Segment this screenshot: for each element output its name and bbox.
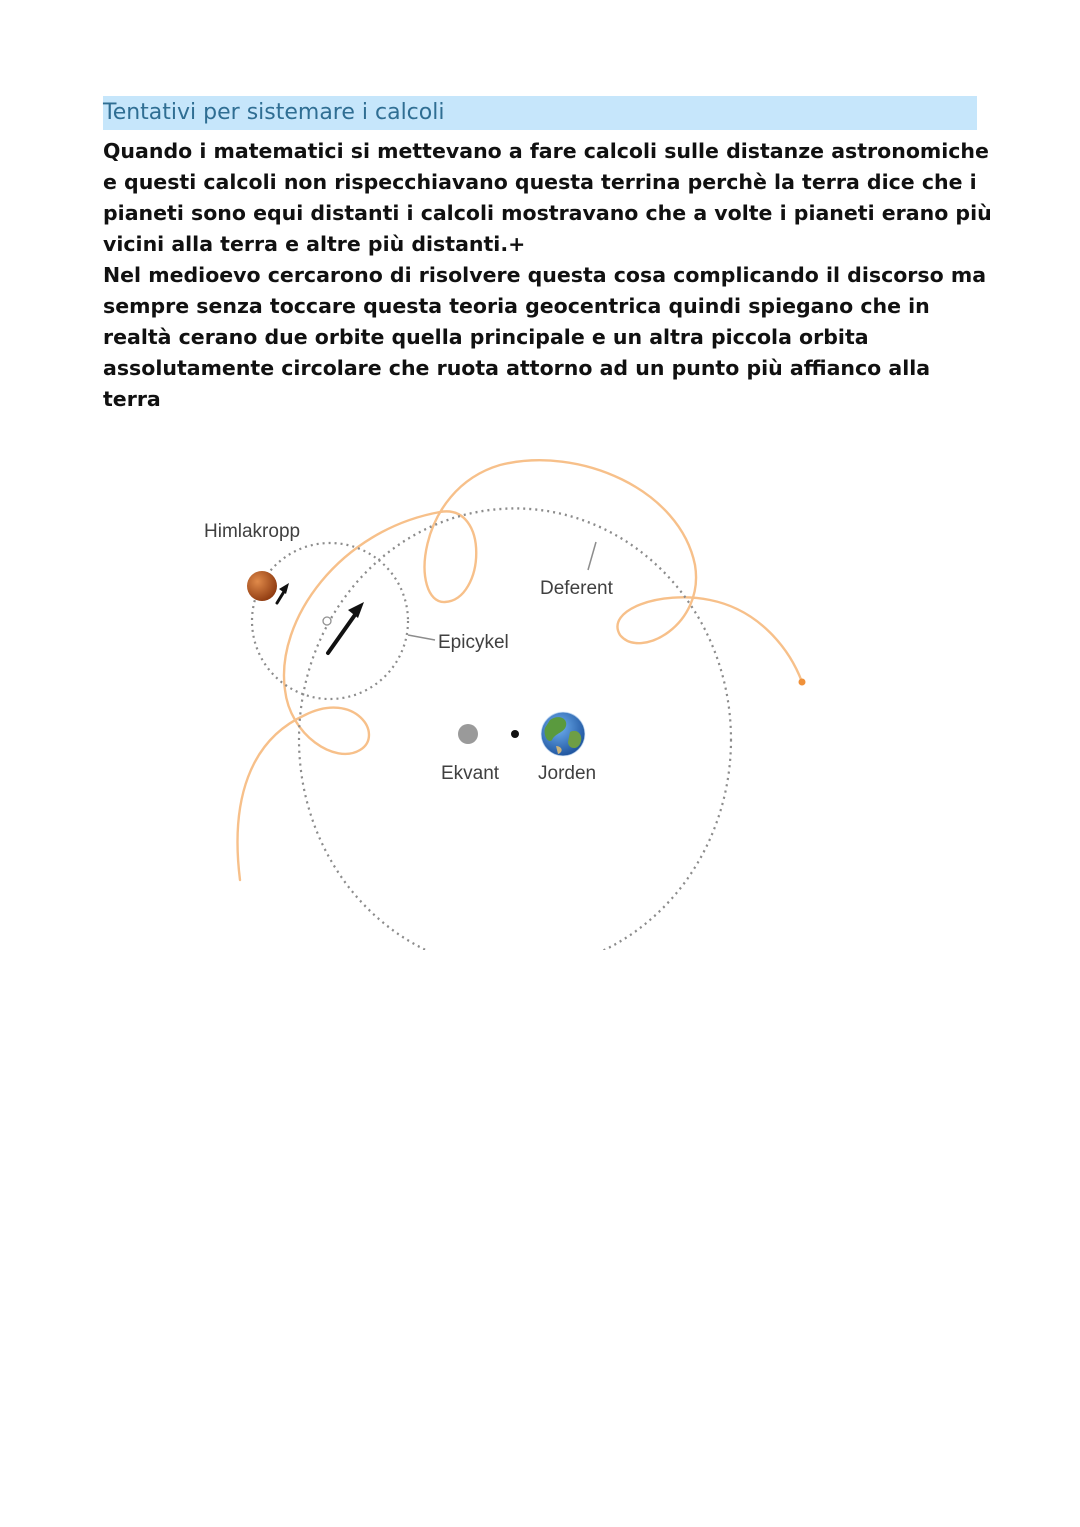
arrowhead-large	[348, 602, 364, 618]
ekvant-point	[458, 724, 478, 744]
earth-jorden	[541, 712, 585, 756]
trajectory-end-dot	[799, 679, 806, 686]
body-paragraph	[103, 136, 992, 415]
arrowhead-small	[279, 583, 289, 594]
paragraph-line: realtà cerano due orbite quella principale e un altra piccola orbita	[103, 325, 869, 349]
section-heading: Tentativi per sistemare i calcoli	[103, 100, 445, 125]
deferent-center-dot	[511, 730, 519, 738]
label-himlakropp: Himlakropp	[204, 521, 301, 542]
paragraph-line: terra	[103, 387, 161, 411]
paragraph-line: pianeti sono equi distanti i calcoli mostravano che a volte i pianeti erano più	[103, 201, 992, 225]
paragraph-line: Quando i matematici si mettevano a fare calcoli sulle distanze astronomiche	[103, 139, 989, 163]
paragraph-line: Nel medioevo cercarono di risolvere questa cosa complicando il discorso ma	[103, 263, 987, 287]
paragraph-line: assolutamente circolare che ruota attorno ad un punto più affianco alla	[103, 356, 931, 380]
label-ekvant: Ekvant	[441, 763, 500, 784]
epicycle-diagram	[190, 450, 830, 950]
paragraph-line: e questi calcoli non rispecchiavano questa terrina perchè la terra dice che i	[103, 170, 977, 194]
deferent-circle	[299, 508, 731, 950]
paragraph-line: sempre senza toccare questa teoria geocentrica quindi spiegano che in	[103, 294, 930, 318]
orbit-trajectory-path	[238, 460, 802, 880]
deferent-pointer-line	[588, 542, 596, 570]
planet-himlakropp	[247, 571, 277, 601]
epicykel-pointer-line	[408, 635, 435, 640]
epicycle-diagram-svg	[190, 450, 830, 950]
paragraph-line: vicini alla terra e altre più distanti.+	[103, 232, 526, 256]
label-epicykel: Epicykel	[438, 632, 509, 653]
label-deferent: Deferent	[540, 578, 613, 599]
label-jorden: Jorden	[538, 763, 597, 784]
epicycle-center-marker	[323, 617, 331, 625]
